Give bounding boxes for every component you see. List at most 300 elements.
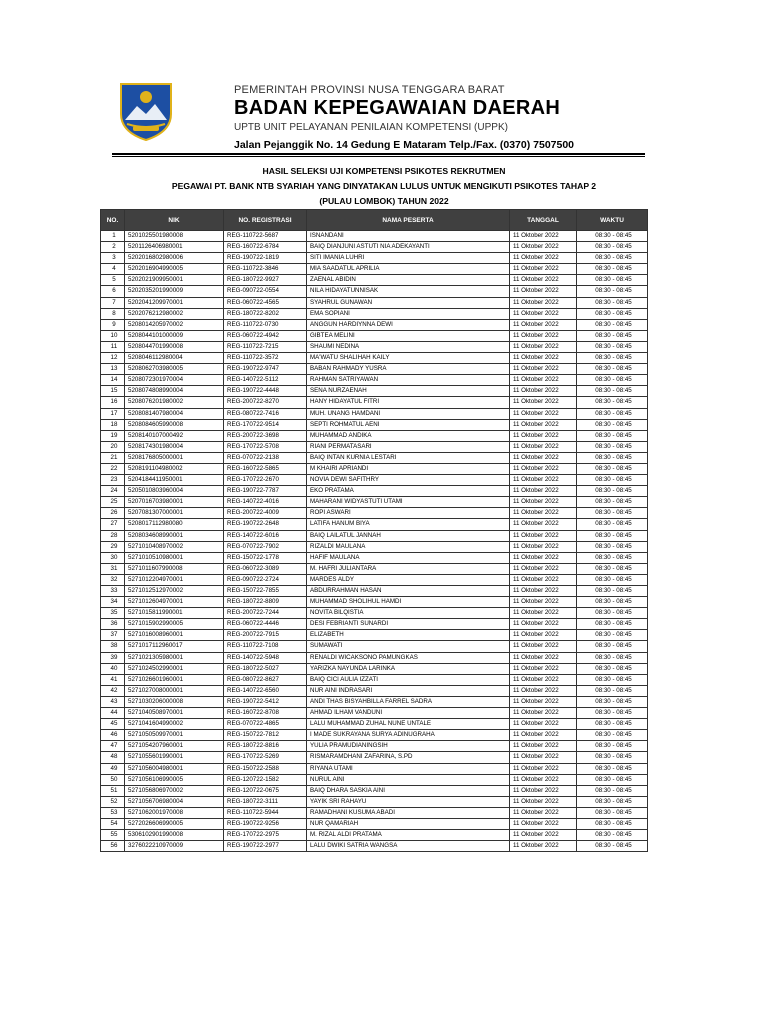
cell-participant-name: SHAUMI NEDINA: [307, 341, 510, 352]
cell-time: 08:30 - 08:45: [577, 663, 648, 674]
cell-participant-name: ISNANDANI: [307, 231, 510, 242]
cell-date: 11 Oktober 2022: [510, 830, 577, 841]
cell-date: 11 Oktober 2022: [510, 552, 577, 563]
cell-participant-name: MIA SAADATUL APRILIA: [307, 264, 510, 275]
cell-registration: REG-180722-8202: [224, 308, 307, 319]
cell-time: 08:30 - 08:45: [577, 630, 648, 641]
letterhead-divider-thick: [112, 153, 645, 155]
table-row: [101, 785, 648, 796]
cell-nik: 5208062703980005: [125, 364, 224, 375]
cell-date: 11 Oktober 2022: [510, 441, 577, 452]
cell-time: 08:30 - 08:45: [577, 719, 648, 730]
cell-no: 17: [101, 408, 125, 419]
cell-registration: REG-060722-3089: [224, 563, 307, 574]
cell-registration: REG-170722-2975: [224, 830, 307, 841]
cell-nik: 5271062001970008: [125, 807, 224, 818]
table-row: [101, 375, 648, 386]
cell-no: 53: [101, 807, 125, 818]
cell-participant-name: SYAHRUL GUNAWAN: [307, 297, 510, 308]
cell-participant-name: BAIQ LAILATUL JANNAH: [307, 530, 510, 541]
cell-nik: 3276022210970009: [125, 841, 224, 852]
cell-participant-name: EKO PRATAMA: [307, 486, 510, 497]
cell-participant-name: HANY HIDAYATUL FITRI: [307, 397, 510, 408]
cell-registration: REG-140722-6560: [224, 685, 307, 696]
cell-nik: 5201126406980001: [125, 242, 224, 253]
table-row: [101, 242, 648, 253]
cell-registration: REG-160722-8708: [224, 708, 307, 719]
table-row: [101, 253, 648, 264]
cell-no: 37: [101, 630, 125, 641]
cell-registration: REG-110722-7215: [224, 341, 307, 352]
table-row: [101, 663, 648, 674]
table-row: [101, 841, 648, 852]
cell-participant-name: ANDI THAS BISYAHBILLA FARREL SADRA: [307, 696, 510, 707]
cell-no: 55: [101, 830, 125, 841]
cell-participant-name: RIYANA UTAMI: [307, 763, 510, 774]
cell-participant-name: M KHAIRI APRIANDI: [307, 463, 510, 474]
col-header-registration: NO. REGISTRASI: [224, 210, 307, 231]
cell-registration: REG-170722-9514: [224, 419, 307, 430]
cell-nik: 5201025501980008: [125, 231, 224, 242]
cell-no: 25: [101, 497, 125, 508]
cell-date: 11 Oktober 2022: [510, 719, 577, 730]
cell-registration: REG-110722-3846: [224, 264, 307, 275]
cell-time: 08:30 - 08:45: [577, 319, 648, 330]
cell-participant-name: SITI IMANIA LUHRI: [307, 253, 510, 264]
cell-nik: 5271054207960001: [125, 741, 224, 752]
cell-participant-name: RAHMAN SATRIYAWAN: [307, 375, 510, 386]
cell-no: 9: [101, 319, 125, 330]
cell-participant-name: NUR AINI INDRASARI: [307, 685, 510, 696]
cell-nik: 5202021909950001: [125, 275, 224, 286]
cell-no: 7: [101, 297, 125, 308]
cell-no: 3: [101, 253, 125, 264]
cell-nik: 5208140107000492: [125, 430, 224, 441]
cell-time: 08:30 - 08:45: [577, 519, 648, 530]
cell-date: 11 Oktober 2022: [510, 419, 577, 430]
cell-participant-name: MUHAMMAD ANDIKA: [307, 430, 510, 441]
cell-participant-name: EMA SOPIANI: [307, 308, 510, 319]
cell-no: 19: [101, 430, 125, 441]
cell-time: 08:30 - 08:45: [577, 552, 648, 563]
cell-no: 11: [101, 341, 125, 352]
cell-nik: 5208017112980080: [125, 519, 224, 530]
cell-no: 29: [101, 541, 125, 552]
cell-participant-name: LALU DWIKI SATRIA WANGSA: [307, 841, 510, 852]
table-row: [101, 297, 648, 308]
cell-registration: REG-110722-5944: [224, 807, 307, 818]
cell-time: 08:30 - 08:45: [577, 563, 648, 574]
cell-registration: REG-120722-0675: [224, 785, 307, 796]
cell-nik: 5204184411950001: [125, 475, 224, 486]
cell-date: 11 Oktober 2022: [510, 597, 577, 608]
cell-time: 08:30 - 08:45: [577, 796, 648, 807]
cell-registration: REG-180722-8809: [224, 597, 307, 608]
cell-registration: REG-180722-8816: [224, 741, 307, 752]
cell-participant-name: SUMAWATI: [307, 641, 510, 652]
cell-participant-name: ROPI ASWARI: [307, 508, 510, 519]
cell-no: 49: [101, 763, 125, 774]
cell-registration: REG-190722-9256: [224, 818, 307, 829]
letterhead: [0, 0, 768, 160]
title-line-1: HASIL SELEKSI UJI KOMPETENSI PSIKOTES REKRUTMEN: [262, 166, 506, 176]
table-row: [101, 752, 648, 763]
title-line-3: (PULAU LOMBOK) TAHUN 2022: [319, 196, 449, 206]
cell-participant-name: YARIZKA NAYUNDA LARINKA: [307, 663, 510, 674]
table-row: [101, 286, 648, 297]
cell-participant-name: YAYIK SRI RAHAYU: [307, 796, 510, 807]
cell-time: 08:30 - 08:45: [577, 730, 648, 741]
cell-nik: 5271024502990001: [125, 663, 224, 674]
cell-nik: 5208084605990008: [125, 419, 224, 430]
cell-date: 11 Oktober 2022: [510, 353, 577, 364]
cell-no: 34: [101, 597, 125, 608]
table-row: [101, 763, 648, 774]
cell-nik: 5271012204970001: [125, 574, 224, 585]
cell-no: 1: [101, 231, 125, 242]
cell-date: 11 Oktober 2022: [510, 619, 577, 630]
cell-no: 6: [101, 286, 125, 297]
cell-date: 11 Oktober 2022: [510, 519, 577, 530]
cell-nik: 5271012604970001: [125, 597, 224, 608]
cell-registration: REG-090722-2724: [224, 574, 307, 585]
table-row: [101, 441, 648, 452]
table-row: [101, 818, 648, 829]
table-row: [101, 807, 648, 818]
cell-time: 08:30 - 08:45: [577, 574, 648, 585]
cell-nik: 5271012512970002: [125, 586, 224, 597]
cell-participant-name: NUR QAMARIAH: [307, 818, 510, 829]
cell-no: 8: [101, 308, 125, 319]
table-row: [101, 674, 648, 685]
cell-time: 08:30 - 08:45: [577, 674, 648, 685]
cell-date: 11 Oktober 2022: [510, 730, 577, 741]
cell-time: 08:30 - 08:45: [577, 286, 648, 297]
cell-no: 38: [101, 641, 125, 652]
cell-date: 11 Oktober 2022: [510, 386, 577, 397]
cell-time: 08:30 - 08:45: [577, 419, 648, 430]
cell-registration: REG-180722-9927: [224, 275, 307, 286]
table-row: [101, 685, 648, 696]
cell-no: 4: [101, 264, 125, 275]
cell-participant-name: RISMARAMDHANI ZAFARINA, S.PD: [307, 752, 510, 763]
cell-participant-name: NOVIA DEWI SAFITHRY: [307, 475, 510, 486]
cell-date: 11 Oktober 2022: [510, 674, 577, 685]
cell-nik: 5306102901990008: [125, 830, 224, 841]
cell-registration: REG-200722-4009: [224, 508, 307, 519]
cell-date: 11 Oktober 2022: [510, 397, 577, 408]
title-line-2: PEGAWAI PT. BANK NTB SYARIAH YANG DINYATAKAN LULUS UNTUK MENGIKUTI PSIKOTES TAHAP 2: [171, 181, 597, 191]
cell-time: 08:30 - 08:45: [577, 452, 648, 463]
cell-nik: 5208176805000001: [125, 452, 224, 463]
cell-date: 11 Oktober 2022: [510, 785, 577, 796]
cell-no: 47: [101, 741, 125, 752]
cell-time: 08:30 - 08:45: [577, 741, 648, 752]
cell-registration: REG-190722-5412: [224, 696, 307, 707]
cell-nik: 5202016802980006: [125, 253, 224, 264]
table-row: [101, 730, 648, 741]
cell-nik: 5208034608990001: [125, 530, 224, 541]
cell-registration: REG-060722-4565: [224, 297, 307, 308]
cell-date: 11 Oktober 2022: [510, 818, 577, 829]
table-row: [101, 552, 648, 563]
cell-date: 11 Oktober 2022: [510, 463, 577, 474]
cell-time: 08:30 - 08:45: [577, 685, 648, 696]
cell-registration: REG-200722-7915: [224, 630, 307, 641]
cell-no: 13: [101, 364, 125, 375]
cell-nik: 5271056806970002: [125, 785, 224, 796]
cell-registration: REG-140722-4016: [224, 497, 307, 508]
cell-nik: 5207016703980001: [125, 497, 224, 508]
participants-table: [100, 209, 648, 852]
cell-registration: REG-060722-4446: [224, 619, 307, 630]
cell-time: 08:30 - 08:45: [577, 497, 648, 508]
cell-registration: REG-090722-0554: [224, 286, 307, 297]
cell-participant-name: MUH. UNANG HAMDANI: [307, 408, 510, 419]
cell-time: 08:30 - 08:45: [577, 463, 648, 474]
cell-no: 45: [101, 719, 125, 730]
cell-time: 08:30 - 08:45: [577, 341, 648, 352]
cell-participant-name: BAIQ CICI AULIA IZZATI: [307, 674, 510, 685]
cell-registration: REG-180722-5027: [224, 663, 307, 674]
cell-nik: 5271056106990005: [125, 774, 224, 785]
ntb-province-emblem-icon: [115, 80, 177, 142]
cell-no: 28: [101, 530, 125, 541]
cell-date: 11 Oktober 2022: [510, 253, 577, 264]
table-row: [101, 830, 648, 841]
cell-time: 08:30 - 08:45: [577, 364, 648, 375]
cell-registration: REG-150722-7855: [224, 586, 307, 597]
cell-registration: REG-160722-6784: [224, 242, 307, 253]
table-row: [101, 519, 648, 530]
letterhead-text: [234, 84, 574, 151]
cell-no: 56: [101, 841, 125, 852]
cell-no: 36: [101, 619, 125, 630]
col-header-nik: NIK: [125, 210, 224, 231]
cell-date: 11 Oktober 2022: [510, 308, 577, 319]
cell-time: 08:30 - 08:45: [577, 807, 648, 818]
cell-nik: 5271010510980001: [125, 552, 224, 563]
cell-date: 11 Oktober 2022: [510, 242, 577, 253]
table-row: [101, 452, 648, 463]
table-row: [101, 264, 648, 275]
cell-participant-name: AHMAD ILHAM VANDUNI: [307, 708, 510, 719]
cell-nik: 5208174301980004: [125, 441, 224, 452]
cell-participant-name: YULIA PRAMUDIANINGSIH: [307, 741, 510, 752]
cell-no: 10: [101, 330, 125, 341]
cell-time: 08:30 - 08:45: [577, 818, 648, 829]
cell-participant-name: M. HAFRI JULIANTARA: [307, 563, 510, 574]
table-row: [101, 641, 648, 652]
cell-nik: 5271027008000001: [125, 685, 224, 696]
table-row: [101, 774, 648, 785]
cell-participant-name: NILA HIDAYATUNNISAK: [307, 286, 510, 297]
government-name: PEMERINTAH PROVINSI NUSA TENGGARA BARAT: [234, 84, 505, 96]
cell-no: 27: [101, 519, 125, 530]
table-row: [101, 497, 648, 508]
cell-date: 11 Oktober 2022: [510, 708, 577, 719]
cell-participant-name: NOVITA BILQISTIA: [307, 608, 510, 619]
cell-no: 22: [101, 463, 125, 474]
table-row: [101, 308, 648, 319]
table-row: [101, 430, 648, 441]
table-row: [101, 574, 648, 585]
cell-nik: 5271056706980004: [125, 796, 224, 807]
cell-participant-name: DESI FEBRIANTI SUNARDI: [307, 619, 510, 630]
cell-registration: REG-120722-1582: [224, 774, 307, 785]
cell-participant-name: MAHARANI WIDYASTUTI UTAMI: [307, 497, 510, 508]
table-row: [101, 619, 648, 630]
cell-nik: 5202035201990009: [125, 286, 224, 297]
cell-no: 21: [101, 452, 125, 463]
cell-nik: 5272026606990005: [125, 818, 224, 829]
cell-nik: 5271011607990008: [125, 563, 224, 574]
cell-no: 35: [101, 608, 125, 619]
cell-registration: REG-200722-7244: [224, 608, 307, 619]
cell-time: 08:30 - 08:45: [577, 242, 648, 253]
cell-time: 08:30 - 08:45: [577, 841, 648, 852]
cell-date: 11 Oktober 2022: [510, 330, 577, 341]
cell-participant-name: I MADE SUKRAYANA SURYA ADINUGRAHA: [307, 730, 510, 741]
cell-date: 11 Oktober 2022: [510, 696, 577, 707]
cell-registration: REG-070722-4865: [224, 719, 307, 730]
table-row: [101, 419, 648, 430]
cell-nik: 5202076212980002: [125, 308, 224, 319]
cell-registration: REG-070722-2138: [224, 452, 307, 463]
cell-registration: REG-140722-5112: [224, 375, 307, 386]
cell-date: 11 Oktober 2022: [510, 541, 577, 552]
cell-time: 08:30 - 08:45: [577, 774, 648, 785]
col-header-participant-name: NAMA PESERTA: [307, 210, 510, 231]
cell-participant-name: GIBTEA MELINI: [307, 330, 510, 341]
cell-nik: 5271016008960001: [125, 630, 224, 641]
cell-registration: REG-170722-5269: [224, 752, 307, 763]
document-title: [0, 164, 768, 209]
cell-time: 08:30 - 08:45: [577, 763, 648, 774]
cell-date: 11 Oktober 2022: [510, 486, 577, 497]
cell-time: 08:30 - 08:45: [577, 441, 648, 452]
cell-time: 08:30 - 08:45: [577, 830, 648, 841]
table-row: [101, 319, 648, 330]
table-row: [101, 741, 648, 752]
cell-participant-name: SENA NURZAENAH: [307, 386, 510, 397]
cell-no: 51: [101, 785, 125, 796]
cell-registration: REG-170722-5708: [224, 441, 307, 452]
cell-date: 11 Oktober 2022: [510, 685, 577, 696]
agency-address: Jalan Pejanggik No. 14 Gedung E Mataram Telp./Fax. (0370) 7507500: [234, 139, 575, 151]
cell-registration: REG-060722-4942: [224, 330, 307, 341]
table-row: [101, 719, 648, 730]
cell-nik: 5271055601990001: [125, 752, 224, 763]
cell-no: 44: [101, 708, 125, 719]
cell-date: 11 Oktober 2022: [510, 497, 577, 508]
cell-date: 11 Oktober 2022: [510, 841, 577, 852]
cell-nik: 5208076201980002: [125, 397, 224, 408]
cell-date: 11 Oktober 2022: [510, 275, 577, 286]
cell-date: 11 Oktober 2022: [510, 319, 577, 330]
cell-no: 46: [101, 730, 125, 741]
table-row: [101, 508, 648, 519]
table-row: [101, 364, 648, 375]
cell-date: 11 Oktober 2022: [510, 364, 577, 375]
cell-nik: 5208081407980004: [125, 408, 224, 419]
cell-nik: 5207081307000001: [125, 508, 224, 519]
cell-no: 39: [101, 652, 125, 663]
table-row: [101, 652, 648, 663]
cell-nik: 5271015811990001: [125, 608, 224, 619]
table-row: [101, 330, 648, 341]
cell-no: 14: [101, 375, 125, 386]
table-row: [101, 597, 648, 608]
cell-no: 5: [101, 275, 125, 286]
cell-no: 30: [101, 552, 125, 563]
table-row: [101, 341, 648, 352]
cell-registration: REG-140722-5948: [224, 652, 307, 663]
cell-registration: REG-200722-3698: [224, 430, 307, 441]
cell-no: 41: [101, 674, 125, 685]
cell-time: 08:30 - 08:45: [577, 608, 648, 619]
cell-no: 48: [101, 752, 125, 763]
cell-participant-name: BAIQ DIANJUNI ASTUTI NIA ADEKAYANTI: [307, 242, 510, 253]
cell-registration: REG-180722-3111: [224, 796, 307, 807]
cell-date: 11 Oktober 2022: [510, 286, 577, 297]
letterhead-divider-thin: [112, 156, 645, 157]
cell-no: 15: [101, 386, 125, 397]
col-header-no: NO.: [101, 210, 125, 231]
cell-date: 11 Oktober 2022: [510, 341, 577, 352]
table-row: [101, 275, 648, 286]
cell-registration: REG-070722-7902: [224, 541, 307, 552]
cell-date: 11 Oktober 2022: [510, 630, 577, 641]
cell-participant-name: LATIFA HANUM BIYA: [307, 519, 510, 530]
cell-date: 11 Oktober 2022: [510, 408, 577, 419]
cell-registration: REG-080722-7416: [224, 408, 307, 419]
cell-time: 08:30 - 08:45: [577, 330, 648, 341]
cell-nik: 5271010408970002: [125, 541, 224, 552]
cell-registration: REG-170722-2670: [224, 475, 307, 486]
cell-registration: REG-140722-6016: [224, 530, 307, 541]
cell-date: 11 Oktober 2022: [510, 574, 577, 585]
cell-registration: REG-190722-2648: [224, 519, 307, 530]
cell-date: 11 Oktober 2022: [510, 652, 577, 663]
cell-registration: REG-110722-3572: [224, 353, 307, 364]
cell-nik: 5271056004980001: [125, 763, 224, 774]
cell-nik: 5271030206000008: [125, 696, 224, 707]
col-header-date: TANGGAL: [510, 210, 577, 231]
cell-date: 11 Oktober 2022: [510, 264, 577, 275]
table-body: [101, 231, 648, 852]
cell-time: 08:30 - 08:45: [577, 253, 648, 264]
cell-no: 24: [101, 486, 125, 497]
cell-no: 33: [101, 586, 125, 597]
cell-no: 2: [101, 242, 125, 253]
cell-date: 11 Oktober 2022: [510, 475, 577, 486]
cell-participant-name: MUHAMMAD SHOLIHUL HAMDI: [307, 597, 510, 608]
cell-no: 50: [101, 774, 125, 785]
cell-date: 11 Oktober 2022: [510, 375, 577, 386]
cell-no: 16: [101, 397, 125, 408]
cell-time: 08:30 - 08:45: [577, 308, 648, 319]
cell-participant-name: HAFIF MAULANA: [307, 552, 510, 563]
cell-participant-name: RIANI PERMATASARI: [307, 441, 510, 452]
cell-registration: REG-190722-4448: [224, 386, 307, 397]
agency-name: BADAN KEPEGAWAIAN DAERAH: [234, 97, 561, 119]
cell-time: 08:30 - 08:45: [577, 652, 648, 663]
cell-registration: REG-190722-2977: [224, 841, 307, 852]
cell-time: 08:30 - 08:45: [577, 597, 648, 608]
cell-time: 08:30 - 08:45: [577, 708, 648, 719]
cell-time: 08:30 - 08:45: [577, 619, 648, 630]
